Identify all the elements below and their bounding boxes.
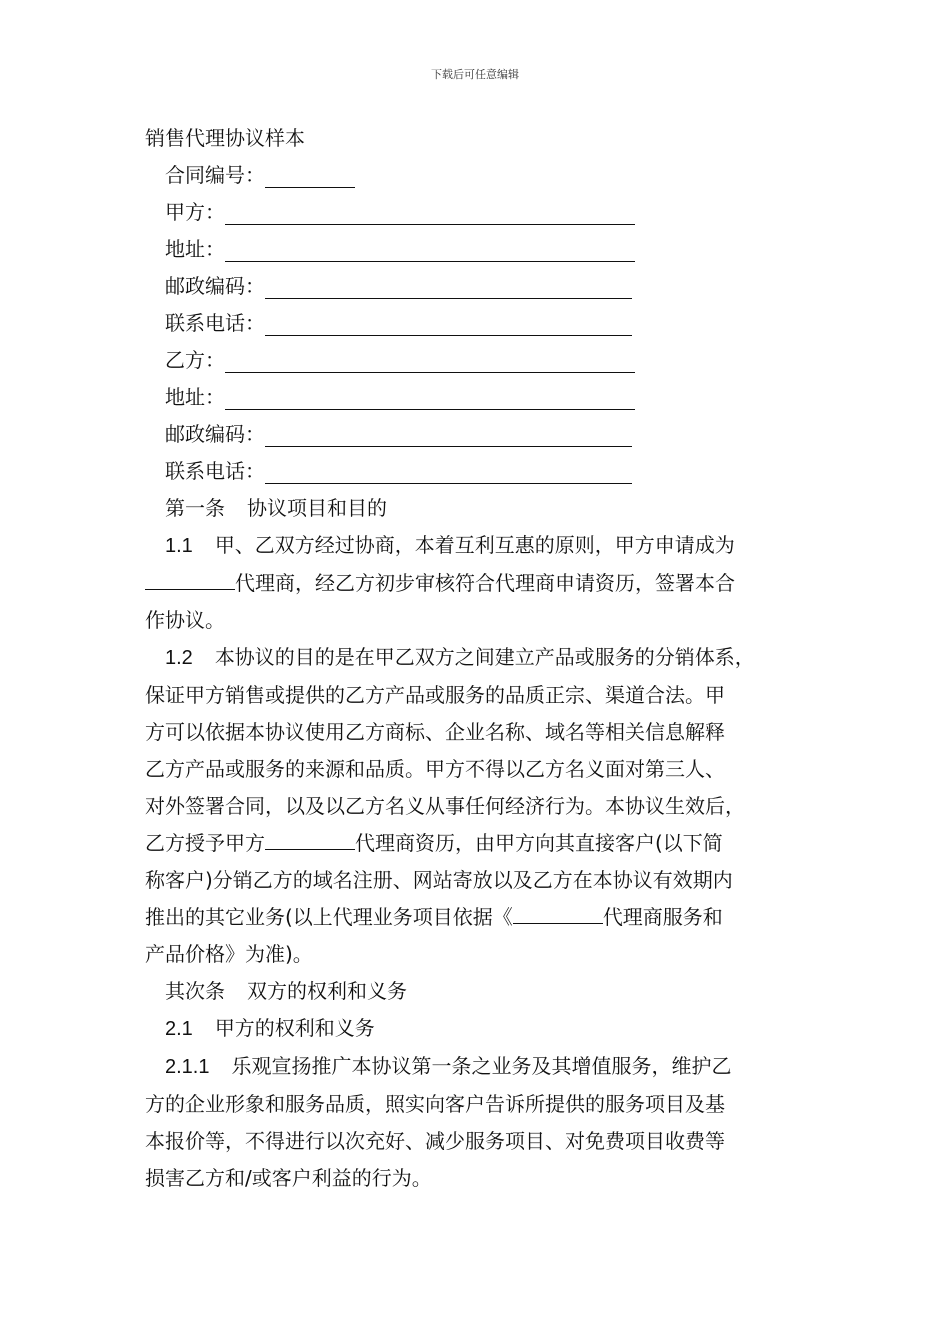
clause-title: 甲方的权利和义务	[214, 1016, 375, 1040]
fill-in-blank[interactable]	[513, 899, 603, 924]
field-label: 合同编号：	[165, 163, 265, 187]
fill-in-blank[interactable]	[265, 459, 632, 484]
clause-number: 2.1	[165, 1018, 193, 1040]
fill-in-blank[interactable]	[225, 385, 635, 410]
clause-1-1-line	[145, 565, 815, 602]
fill-in-blank[interactable]	[145, 565, 235, 590]
clause-1-2-line: 方可以依据本协议使用乙方商标、企业名称、域名等相关信息解释	[145, 720, 725, 744]
clause-1-1-line: 作协议。	[145, 608, 225, 632]
article-1-heading	[145, 490, 815, 527]
clause-text: 代理商资历，由甲方向其直接客户(以下简	[355, 831, 723, 855]
party-a-field	[145, 194, 815, 231]
fill-in-blank[interactable]	[225, 200, 635, 225]
clause-1-2-line	[145, 825, 815, 862]
field-label: 乙方：	[165, 348, 225, 372]
clause-text: 代理商服务和	[602, 905, 723, 929]
fill-in-blank[interactable]	[265, 311, 632, 336]
contract-number-field	[145, 157, 815, 194]
clause-text: 甲、乙双方经过协商，本着互利互惠的原则，甲方申请成为	[214, 533, 735, 557]
clause-number: 1.2	[165, 647, 193, 669]
party-a-phone-field	[145, 305, 815, 342]
party-b-postcode-field	[145, 416, 815, 453]
party-b-phone-field	[145, 453, 815, 490]
clause-1-2-line	[145, 639, 815, 677]
party-a-postcode-field	[145, 268, 815, 305]
party-a-address-field	[145, 231, 815, 268]
clause-1-2-line	[145, 899, 815, 936]
clause-1-2-line: 称客户)分销乙方的域名注册、网站寄放以及乙方在本协议有效期内	[145, 868, 733, 892]
article-number: 第一条	[165, 496, 225, 520]
field-label: 联系电话：	[165, 311, 265, 335]
field-label: 甲方：	[165, 200, 225, 224]
field-label: 地址：	[165, 237, 225, 261]
field-label: 邮政编码：	[165, 274, 265, 298]
clause-1-1-line	[145, 527, 815, 565]
fill-in-blank[interactable]	[225, 348, 635, 373]
field-label: 地址：	[165, 385, 225, 409]
clause-text: 本协议的目的是在甲乙双方之间建立产品或服务的分销体系，	[214, 645, 755, 669]
clause-1-2-line: 保证甲方销售或提供的乙方产品或服务的品质正宗、渠道合法。甲	[145, 683, 725, 707]
fill-in-blank[interactable]	[265, 163, 355, 188]
clause-2-1-1-line	[145, 1048, 815, 1086]
clause-number: 1.1	[165, 535, 193, 557]
fill-in-blank[interactable]	[265, 274, 632, 299]
party-b-field	[145, 342, 815, 379]
clause-text: 乐观宣扬推广本协议第一条之业务及其增值服务，维护乙	[231, 1054, 732, 1078]
fill-in-blank[interactable]	[265, 825, 355, 850]
field-label: 联系电话：	[165, 459, 265, 483]
article-number: 其次条	[165, 979, 225, 1003]
clause-2-1-1-line: 损害乙方和/或客户利益的行为。	[145, 1166, 432, 1190]
page-header-note: 下载后可任意编辑	[431, 68, 519, 81]
clause-1-2-line: 对外签署合同，以及以乙方名义从事任何经济行为。本协议生效后，	[145, 794, 745, 818]
field-label: 邮政编码：	[165, 422, 265, 446]
article-title: 协议项目和目的	[247, 496, 387, 520]
clause-text: 推出的其它业务(以上代理业务项目依据《	[145, 905, 513, 929]
fill-in-blank[interactable]	[225, 237, 635, 262]
article-2-heading	[145, 973, 815, 1010]
clause-1-2-line: 乙方产品或服务的来源和品质。甲方不得以乙方名义面对第三人、	[145, 757, 725, 781]
clause-number: 2.1.1	[165, 1056, 210, 1078]
clause-2-1-1-line: 方的企业形象和服务品质，照实向客户告诉所提供的服务项目及基	[145, 1092, 725, 1116]
clause-text: 代理商，经乙方初步审核符合代理商申请资历，签署本合	[235, 571, 735, 595]
clause-2-1-1-line: 本报价等，不得进行以次充好、减少服务项目、对免费项目收费等	[145, 1129, 725, 1153]
clause-text: 乙方授予甲方	[145, 831, 265, 855]
document-title: 销售代理协议样本	[145, 126, 305, 150]
clause-1-2-line: 产品价格》为准)。	[145, 942, 313, 966]
article-title: 双方的权利和义务	[247, 979, 407, 1003]
party-b-address-field	[145, 379, 815, 416]
clause-2-1-heading	[145, 1010, 815, 1048]
fill-in-blank[interactable]	[265, 422, 632, 447]
document-body	[145, 120, 815, 1197]
